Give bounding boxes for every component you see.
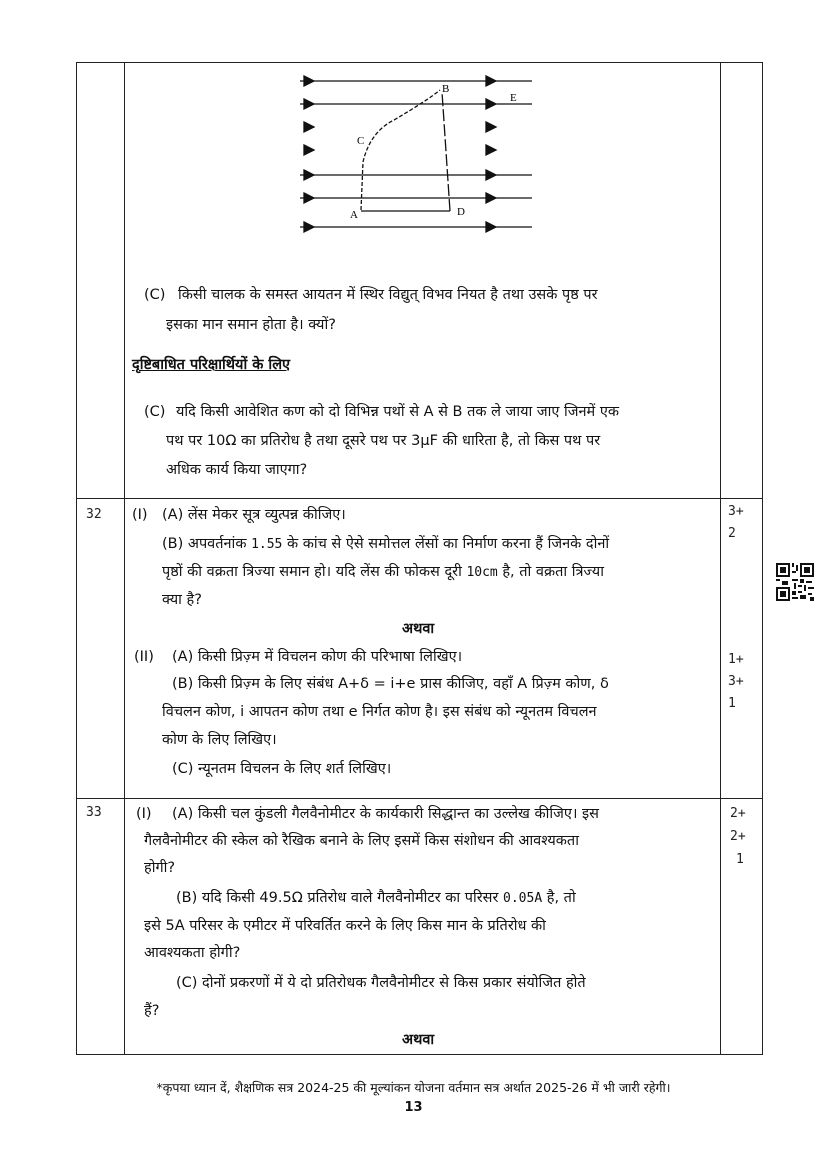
field-arrow bbox=[486, 99, 496, 109]
q31-c-label: (C) bbox=[144, 287, 166, 303]
q33-i-b-line3: आवश्यकता होगी? bbox=[144, 945, 241, 961]
q31-vi-line2: पथ पर 10Ω का प्रतिरोध है तथा दूसरे पथ पर 3μF की धारिता है, तो किस पथ पर bbox=[166, 433, 601, 449]
label-c: C bbox=[357, 135, 365, 147]
field-arrow bbox=[304, 193, 314, 203]
field-arrow bbox=[486, 193, 496, 203]
q33-i-a-line2: गैलवैनोमीटर की स्केल को रैखिक बनाने के लिए इसमें किस संशोधन की आवश्यकता bbox=[144, 833, 579, 849]
q33-i-c-line1: (C) दोनों प्रकरणों में ये दो प्रतिरोधक गैलवैनोमीटर से किस प्रकार संयोजित होते bbox=[176, 975, 586, 991]
electric-field-diagram bbox=[290, 70, 550, 240]
field-arrow bbox=[486, 122, 496, 132]
q32-ii-marks-2: 3+ bbox=[728, 674, 744, 689]
footer-note: *कृपया ध्यान दें, शैक्षणिक सत्र 2024-25 की मूल्यांकन योजना वर्तमान सत्र अर्थात 2025-26 में भी जारी रहेगी। bbox=[156, 1080, 671, 1095]
q32-marks-1: 3+ bbox=[728, 504, 744, 519]
q33-marks-2: 2+ bbox=[730, 829, 746, 844]
refractive-index-value: 1.55 bbox=[251, 537, 283, 552]
field-arrow bbox=[486, 76, 496, 86]
q32-ii-label: (II) bbox=[134, 649, 154, 665]
q32-number: 32 bbox=[86, 507, 102, 522]
q32-ii-a: (A) किसी प्रिज़्म में विचलन कोण की परिभाषा लिखिए। bbox=[172, 649, 463, 665]
q33-i-a-line3: होगी? bbox=[144, 860, 176, 876]
q31-vi-line3: अधिक कार्य किया जाएगा? bbox=[166, 462, 308, 478]
label-a: A bbox=[350, 209, 358, 221]
q32-ii-b-line1: (B) किसी प्रिज़्म के लिए संबंध A+δ = i+e प्रास कीजिए, वहाँ A प्रिज़्म कोण, δ bbox=[172, 676, 609, 692]
row-divider-q32 bbox=[77, 498, 762, 499]
q32-ii-marks-3: 1 bbox=[728, 696, 736, 711]
path-db bbox=[442, 92, 450, 211]
focal-length-value: 10cm bbox=[466, 565, 498, 580]
q33-number: 33 bbox=[86, 805, 102, 820]
q33-i-b-line2: इसे 5A परिसर के एमीटर में परिवर्तित करने के लिए किस मान के प्रतिरोध की bbox=[144, 918, 546, 934]
field-arrow bbox=[486, 222, 496, 232]
field-arrow bbox=[304, 122, 314, 132]
row-divider-q33 bbox=[77, 798, 762, 799]
q32-i-label: (I) bbox=[132, 507, 148, 523]
column-divider-marks bbox=[720, 63, 721, 1054]
q32-ii-b-line2: विचलन कोण, i आपतन कोण तथा e निर्गत कोण है। इस संबंध को न्यूनतम विचलन bbox=[162, 704, 597, 720]
field-arrow bbox=[304, 145, 314, 155]
q33-i-label: (I) bbox=[136, 806, 152, 822]
qr-code-icon bbox=[776, 563, 814, 601]
label-d: D bbox=[457, 206, 465, 218]
field-arrow bbox=[304, 76, 314, 86]
q31-vi-label: (C) bbox=[144, 404, 166, 420]
q32-i-a: (A) लेंस मेकर सूत्र व्युत्पन्न कीजिए। bbox=[162, 507, 346, 523]
label-e: E bbox=[510, 92, 517, 104]
field-arrow bbox=[304, 170, 314, 180]
path-acb bbox=[361, 90, 440, 210]
q33-marks-3: 1 bbox=[736, 852, 744, 867]
q31-vi-line1: यदि किसी आवेशित कण को दो विभिन्न पथों से A से B तक ले जाया जाए जिनमें एक bbox=[176, 404, 619, 420]
label-b: B bbox=[442, 83, 450, 95]
q31-c-line2: इसका मान समान होता है। क्यों? bbox=[166, 317, 336, 333]
q32-marks-2: 2 bbox=[728, 526, 736, 541]
field-arrow bbox=[486, 145, 496, 155]
q32-i-b-line3: क्या है? bbox=[162, 592, 202, 608]
q33-or: अथवा bbox=[402, 1032, 435, 1048]
q33-i-c-line2: हैं? bbox=[144, 1003, 160, 1019]
page-number: 13 bbox=[404, 1100, 423, 1115]
q32-ii-c: (C) न्यूनतम विचलन के लिए शर्त लिखिए। bbox=[172, 761, 392, 777]
column-divider-number bbox=[124, 63, 125, 1054]
galvanometer-range-value: 0.05A bbox=[503, 891, 543, 906]
q31-c-line1: किसी चालक के समस्त आयतन में स्थिर विद्युत् विभव नियत है तथा उसके पृष्ठ पर bbox=[178, 287, 598, 303]
field-arrow bbox=[304, 99, 314, 109]
vi-heading: दृष्टिबाधित परिक्षार्थियों के लिए bbox=[132, 357, 291, 373]
q32-ii-b-line3: कोण के लिए लिखिए। bbox=[162, 732, 277, 748]
q32-or: अथवा bbox=[402, 621, 435, 637]
q33-i-a-line1: (A) किसी चल कुंडली गैलवैनोमीटर के कार्यकारी सिद्धान्त का उल्लेख कीजिए। इस bbox=[172, 806, 599, 822]
field-arrow bbox=[304, 222, 314, 232]
q32-i-b-line1: (B) अपवर्तनांक 1.55 के कांच से ऐसे समोत्तल लेंसों का निर्माण करना हैं जिनके दोनों bbox=[162, 536, 610, 552]
q33-marks-1: 2+ bbox=[730, 806, 746, 821]
q32-ii-marks-1: 1+ bbox=[728, 652, 744, 667]
q32-i-b-line2: पृष्ठों की वक्रता त्रिज्या समान हो। यदि लेंस की फोकस दूरी 10cm है, तो वक्रता त्रिज्या bbox=[162, 564, 604, 580]
field-arrow bbox=[486, 170, 496, 180]
q33-i-b-line1: (B) यदि किसी 49.5Ω प्रतिरोध वाले गैलवैनोमीटर का परिसर 0.05A है, तो bbox=[176, 890, 576, 906]
